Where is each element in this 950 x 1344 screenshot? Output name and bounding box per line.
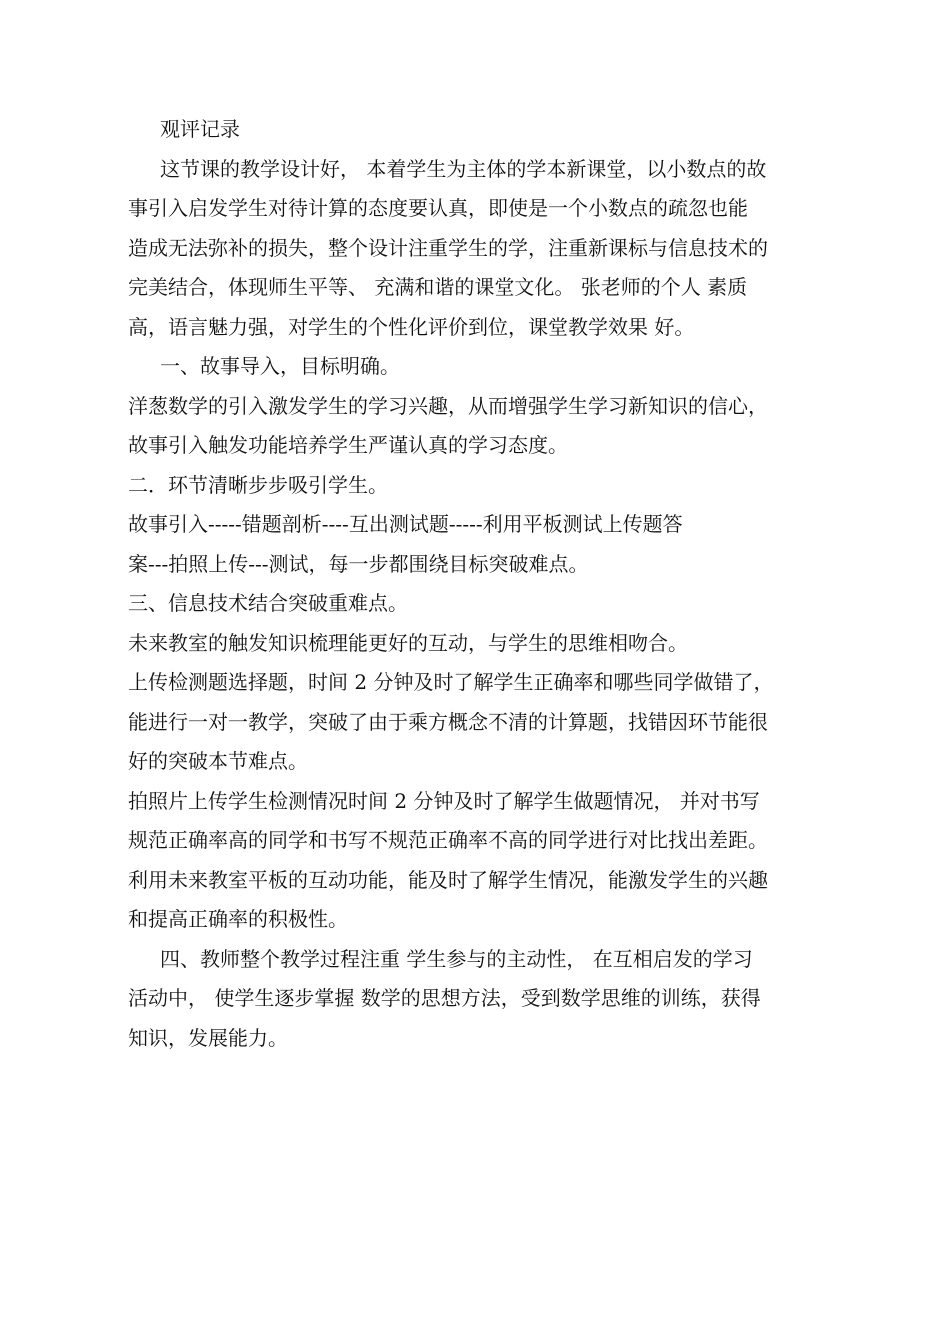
- paragraph-line: 洋葱数学的引入激发学生的学习兴趣，从而增强学生学习新知识的信心，: [128, 393, 768, 418]
- paragraph-line: 未来教室的触发知识梳理能更好的互动，与学生的思维相吻合。: [128, 630, 688, 655]
- paragraph-line: 利用未来教室平板的互动功能，能及时了解学生情况，能激发学生的兴趣: [128, 867, 768, 892]
- paragraph-line: 能进行一对一教学，突破了由于乘方概念不清的计算题，找错因环节能很: [128, 709, 768, 734]
- document-body: [128, 110, 828, 1058]
- paragraph-line: 完美结合，体现师生平等、 充满和谐的课堂文化。 张老师的个人 素质: [128, 275, 748, 299]
- paragraph-line: 案---拍照上传---测试，每一步都围绕目标突破难点。: [128, 551, 589, 576]
- paragraph-line: 故事引入-----错题剖析----互出测试题-----利用平板测试上传题答: [128, 512, 683, 536]
- paragraph-line: 活动中， 使学生逐步掌握 数学的思想方法，受到数学思维的训练，获得: [128, 986, 761, 1010]
- paragraph-line: 这节课的教学设计好， 本着学生为主体的学本新课堂，以小数点的故: [160, 156, 767, 181]
- paragraph-line: 拍照片上传学生检测情况时间 2 分钟及时了解学生做题情况， 并对书写: [128, 788, 760, 813]
- paragraph-line: 上传检测题选择题，时间 2 分钟及时了解学生正确率和哪些同学做错了，: [128, 670, 774, 694]
- paragraph-line: 知识，发展能力。: [128, 1025, 288, 1050]
- document-title: 观评记录: [160, 117, 240, 141]
- paragraph-line: 和提高正确率的积极性。: [128, 907, 348, 931]
- section-heading-4: 四、教师整个教学过程注重 学生参与的主动性， 在互相启发的学习: [160, 946, 753, 971]
- section-heading-1: 一、故事导入，目标明确。: [160, 354, 400, 378]
- paragraph-line: 规范正确率高的同学和书写不规范正确率不高的同学进行对比找出差距。: [128, 828, 768, 852]
- section-heading-3: 三、信息技术结合突破重难点。: [128, 591, 408, 615]
- paragraph-line: 故事引入触发功能培养学生严谨认真的学习态度。: [128, 433, 568, 457]
- paragraph-line: 好的突破本节难点。: [128, 749, 308, 773]
- paragraph-line: 造成无法弥补的损失，整个设计注重学生的学，注重新课标与信息技术的: [128, 235, 768, 260]
- paragraph-line: 事引入启发学生对待计算的态度要认真，即使是一个小数点的疏忽也能: [128, 196, 748, 220]
- paragraph-line: 高，语言魅力强，对学生的个性化评价到位，课堂教学效果 好。: [128, 314, 695, 339]
- section-heading-2: 二．环节清晰步步吸引学生。: [128, 472, 388, 497]
